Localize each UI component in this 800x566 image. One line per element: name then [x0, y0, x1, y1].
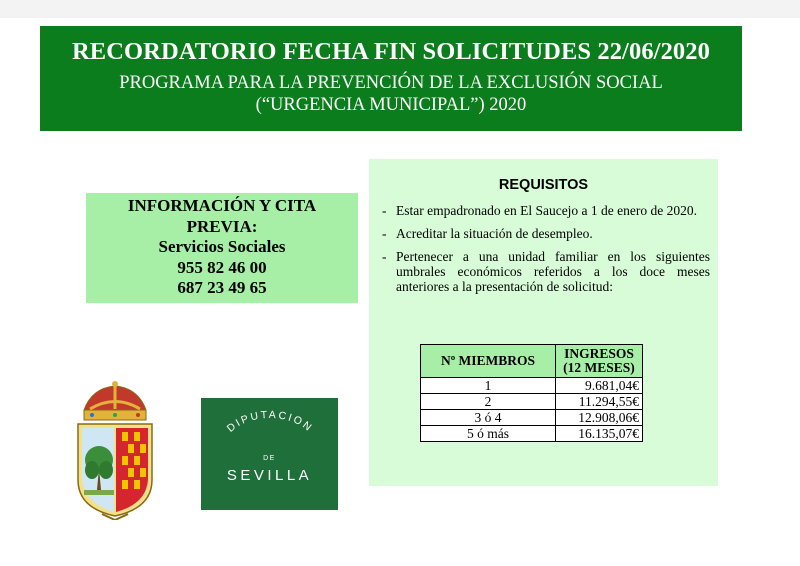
table-row: [421, 378, 643, 394]
column-header-income: INGRESOS (12 MESES): [556, 345, 643, 378]
requirements-list: [369, 203, 718, 294]
income-table-wrapper: [420, 344, 643, 442]
header-banner: [40, 26, 742, 131]
income-cell: 16.135,07€: [556, 426, 643, 442]
requirement-text: Acreditar la situación de desempleo.: [396, 226, 593, 241]
income-threshold-table: [420, 344, 643, 442]
table-row: [421, 426, 643, 442]
requirement-text: Estar empadronado en El Saucejo a 1 de enero de 2020.: [396, 203, 698, 218]
column-header-members: Nº MIEMBROS: [421, 345, 556, 378]
banner-subtitle-line1: PROGRAMA PARA LA PREVENCIÓN DE LA EXCLUSIÓN SOCIAL: [119, 73, 663, 93]
dash-bullet: -: [382, 203, 387, 218]
members-cell: 3 ó 4: [421, 410, 556, 426]
requirement-item: [369, 226, 718, 241]
contact-info-box: [86, 193, 358, 303]
requirements-panel: [369, 159, 718, 486]
dash-bullet: -: [382, 249, 387, 264]
banner-title: RECORDATORIO FECHA FIN SOLICITUDES 22/06/2020: [72, 38, 710, 65]
banner-subtitle-line2: (“URGENCIA MUNICIPAL”) 2020: [255, 95, 527, 115]
banner-subtitle: [40, 72, 742, 116]
income-cell: 9.681,04€: [556, 378, 643, 394]
info-heading-line1: INFORMACIÓN Y CITA: [127, 196, 317, 215]
diputacion-sevilla-text: SEVILLA: [226, 467, 313, 484]
requirement-text: Pertenecer a una unidad familiar en los siguientes umbrales económicos referidos a los doce meses anteriores a la presentación de solicitud:: [396, 249, 710, 294]
top-band: [0, 0, 800, 18]
table-row: [421, 394, 643, 410]
diputacion-sevilla-logo: [201, 398, 338, 510]
members-cell: 1: [421, 378, 556, 394]
diputacion-de-text: DE: [263, 455, 276, 462]
income-cell: 12.908,06€: [556, 410, 643, 426]
income-cell: 11.294,55€: [556, 394, 643, 410]
members-cell: 5 ó más: [421, 426, 556, 442]
info-service-name: Servicios Sociales: [158, 237, 286, 256]
table-header-row: [421, 345, 643, 378]
diputacion-arc-text: DIPUTACION: [224, 408, 316, 435]
members-cell: 2: [421, 394, 556, 410]
svg-text:DIPUTACION: [225, 409, 316, 435]
municipal-coat-of-arms-logo: [72, 380, 158, 525]
phone-number-1: 955 82 46 00: [177, 257, 267, 277]
requirement-item: [369, 249, 718, 294]
phone-number-2: 687 23 49 65: [177, 278, 267, 297]
info-heading-line2: PREVIA:: [186, 216, 258, 236]
requirement-item: [369, 203, 718, 218]
table-row: [421, 410, 643, 426]
requirements-title: REQUISITOS: [498, 177, 589, 193]
dash-bullet: -: [382, 226, 387, 241]
